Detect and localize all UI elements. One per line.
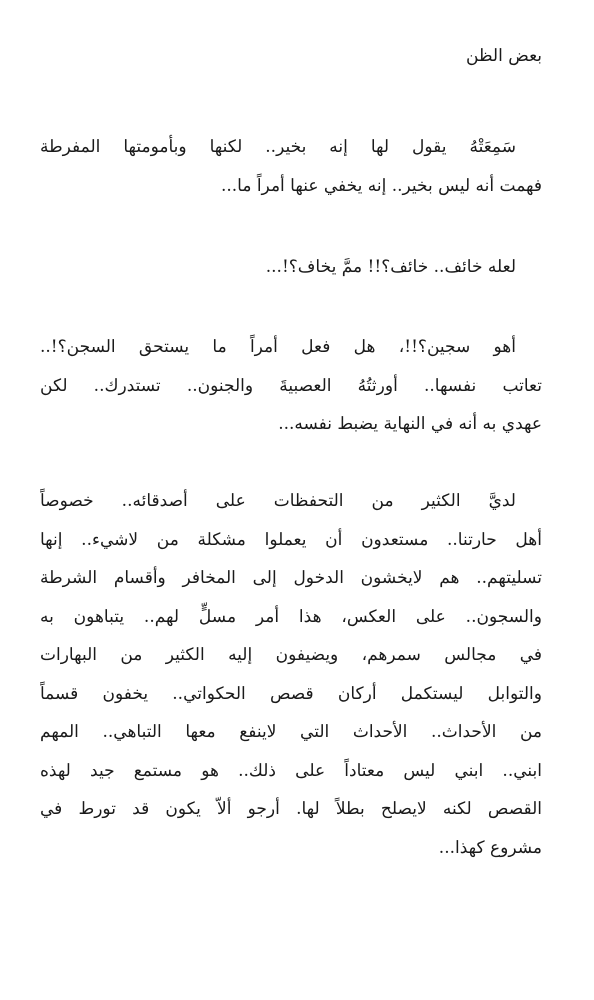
paragraph-line: أهل حارتنا.. مستعدون أن يعملوا مشكلة من لاشيء.. إنها <box>40 529 542 550</box>
paragraph-line: فهمت أنه ليس بخير.. إنه يخفي عنها أمراً ما... <box>220 175 542 196</box>
paragraph-line: مشروع كهذا... <box>438 837 542 858</box>
paragraph-line: تسليتهم.. هم لايخشون الدخول إلى المخافر وأقسام الشرطة <box>40 568 542 588</box>
paragraph-line: عهدي به أنه في النهاية يضبط نفسه... <box>278 414 542 434</box>
paragraph-line: والتوابل ليستكمل أركان قصص الحكواتي.. يخفون قسماً <box>40 683 542 704</box>
paragraph-line: سَمِعَتْهُ يقول لها إنه بخير.. لكنها وبأمومتها المفرطة <box>40 137 516 157</box>
paragraph-3 <box>40 328 542 444</box>
paragraph-line: والسجون.. على العكس، هذا أمر مسلٍّ لهم.. يتباهون به <box>40 606 542 627</box>
paragraph-1 <box>40 128 542 205</box>
paragraph-4 <box>40 482 542 867</box>
paragraph-line: من الأحداث.. الأحداث التي لاينفع معها التباهي.. المهم <box>40 722 542 742</box>
paragraph-line: لديَّ الكثير من التحفظات على أصدقائه.. خصوصاً <box>40 491 516 511</box>
paragraph-line: القصص لكنه لايصلح بطلاً لها. أرجو ألاّ يكون قد تورط في <box>40 799 542 819</box>
book-page <box>40 0 542 1000</box>
paragraph-line: تعاتب نفسها.. أورثتُهُ العصبيةَ والجنون.. تستدرك.. لكن <box>40 375 542 396</box>
paragraph-2 <box>40 248 542 287</box>
paragraph-line: في مجالس سمرهم، ويضيفون إليه الكثير من البهارات <box>40 645 542 665</box>
paragraph-line: لعله خائف.. خائف؟!! ممَّ يخاف؟!... <box>265 257 516 277</box>
paragraph-line: ابني.. ابني ليس معتاداً على ذلك.. هو مستمع جيد لهذه <box>40 760 542 781</box>
running-header: بعض الظن <box>466 46 542 66</box>
paragraph-line: أهو سجين؟!!، هل فعل أمراً ما يستحق السجن؟!.. <box>40 337 516 357</box>
